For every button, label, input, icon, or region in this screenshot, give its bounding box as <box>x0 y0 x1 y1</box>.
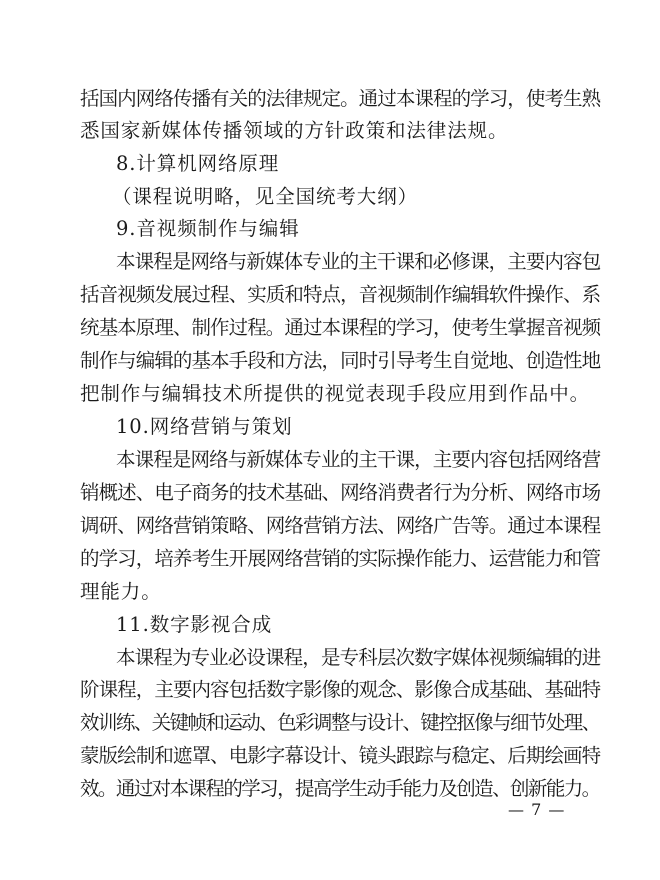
body-text-line: 的学习，培养考生开展网络营销的实际操作能力、运营能力和管 <box>80 547 601 570</box>
body-text-line: 把制作与编辑技术所提供的视觉表现手段应用到作品中。 <box>80 382 591 405</box>
body-text-line: 效训练、关键帧和运动、色彩调整与设计、键控抠像与细节处理、 <box>80 711 600 734</box>
body-text-line: 统基本原理、制作过程。通过本课程的学习，使考生掌握音视频 <box>80 316 601 339</box>
body-text-line: 括音视频发展过程、实质和特点，音视频制作编辑软件操作、系 <box>80 283 601 306</box>
section-heading-10: 10.网络营销与策划 <box>116 415 293 438</box>
paragraph-first-line: 本课程是网络与新媒体专业的主干课，主要内容包括网络营 <box>116 448 601 471</box>
course-note: （课程说明略，见全国统考大纲） <box>112 185 419 208</box>
section-heading-11: 11.数字影视合成 <box>116 613 273 636</box>
body-text-line: 调研、网络营销策略、网络营销方法、网络广告等。通过本课程 <box>80 514 601 537</box>
body-text-line: 悉国家新媒体传播领域的方针政策和法律法规。 <box>80 119 509 142</box>
body-text-line: 蒙版绘制和遮罩、电影字幕设计、镜头跟踪与稳定、后期绘画特 <box>80 744 601 767</box>
body-text-line: 效。通过对本课程的学习，提高学生动手能力及创造、创新能力。 <box>80 777 600 800</box>
page-number: — 7 — <box>508 800 566 819</box>
section-heading-9: 9.音视频制作与编辑 <box>116 217 300 240</box>
body-text-line: 阶课程，主要内容包括数字影像的观念、影像合成基础、基础特 <box>80 678 601 701</box>
body-text-line: 销概述、电子商务的技术基础、网络消费者行为分析、网络市场 <box>80 481 601 504</box>
body-text-line: 括国内网络传播有关的法律规定。通过本课程的学习，使考生熟 <box>80 87 601 110</box>
paragraph-first-line: 本课程是网络与新媒体专业的主干课和必修课，主要内容包 <box>116 250 601 273</box>
section-heading-8: 8.计算机网络原理 <box>116 152 280 175</box>
paragraph-first-line: 本课程为专业必设课程，是专科层次数字媒体视频编辑的进 <box>116 646 601 669</box>
body-text-line: 制作与编辑的基本手段和方法，同时引导考生自觉地、创造性地 <box>80 349 601 372</box>
body-text-line: 理能力。 <box>80 580 162 603</box>
